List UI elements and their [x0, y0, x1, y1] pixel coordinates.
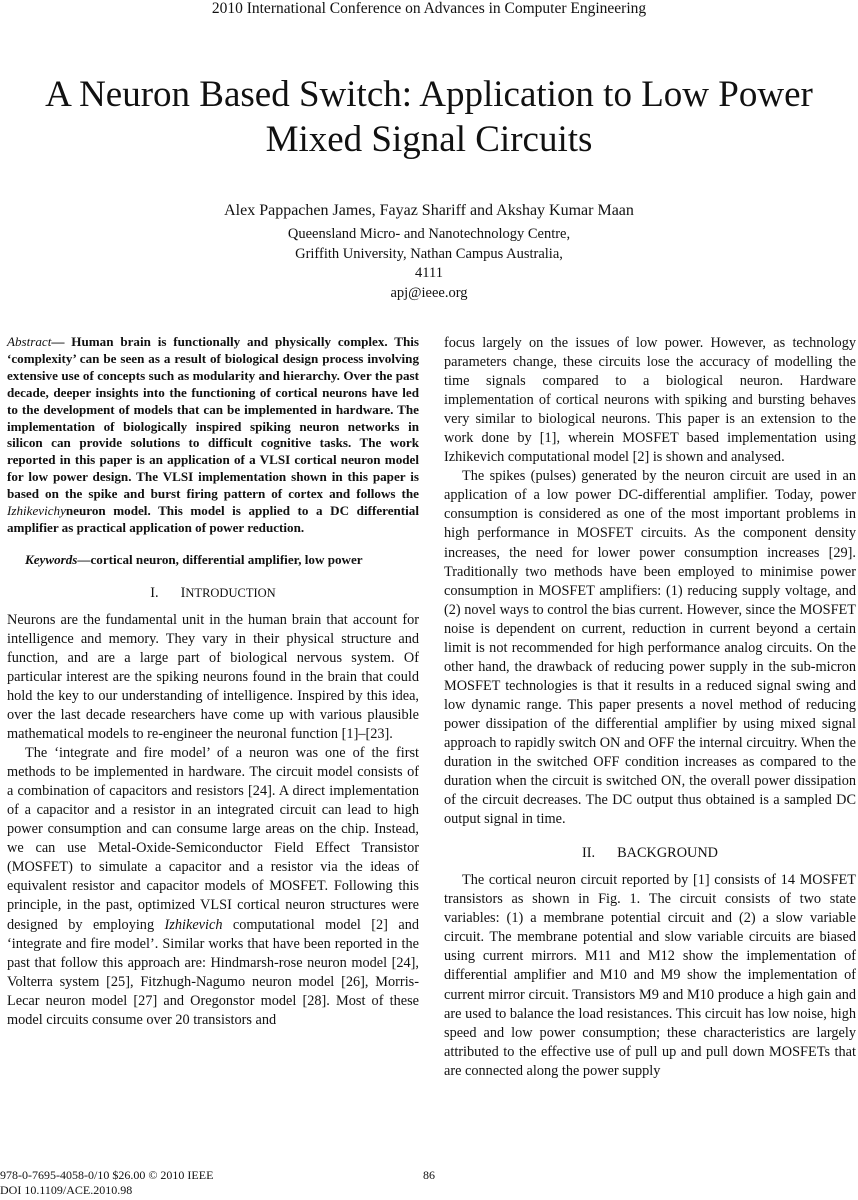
affiliation-block: [0, 225, 858, 303]
section-1-number: I.: [150, 584, 159, 601]
left-column: [7, 334, 419, 1030]
section-2-heading: [444, 844, 856, 863]
keywords: [7, 552, 419, 569]
section-1-title-first: I: [180, 584, 186, 601]
section-1-title-rest: NTRODUCTION: [185, 585, 276, 600]
affiliation-line-1: Queensland Micro- and Nanotechnology Centre,: [287, 226, 571, 242]
abstract-dash: —: [51, 334, 72, 349]
intro-paragraph-2-model-name: Izhikevich: [164, 916, 223, 933]
intro-paragraph-2-part-2: computational model [2] and ‘integrate and fire model’. Similar works that have been reported in the past that follow this approach are: Hindmarsh-rose neuron model [24], Volterra system [25], Fitzhugh-Nagumo neuron model [26], Morris- Lecar neuron model [27] and Oregonstor model [28]. Most of these model circuits consume over 20 transistors and: [7, 916, 419, 1028]
abstract-model-name: Izhikevichy: [7, 503, 66, 519]
conference-header: 2010 International Conference on Advances in Computer Engineering: [211, 0, 647, 17]
author-email: apj@ieee.org: [390, 284, 468, 301]
paper-title: [0, 72, 858, 162]
abstract-text-1: Human brain is functionally and physically complex. This ‘complexity’ can be seen as a result of biological design process involving extensive use of concepts such as modularity and hierarchy. Over the past decade, deeper insights into the functioning of cortical neurons have led to the development of models that can be implemented in hardware. The implementation of biologically inspired spiking neuron networks in silicon can provide solutions to difficult cognitive tasks. The work reported in this paper is an application of a VLSI cortical neuron model for low power design. The VLSI implementation shown in this paper is based on the spike and burst firing pattern of cortex and follows the: [7, 334, 419, 502]
intro-paragraph-1: Neurons are the fundamental unit in the human brain that account for intelligence and memory. They vary in their physical structure and function, and are a large part of biological nervous system. Of particular interest are the spiking neurons found in the brain that could hold the key to our understanding of intelligence. Inspired by this idea, over the last decade researchers have come up with various plausible mathematical models to re-engineer the neuronal function [1]–[23].: [7, 611, 419, 743]
abstract: [7, 334, 419, 537]
section-1-heading: [7, 584, 419, 603]
affiliation-line-2: Griffith University, Nathan Campus Australia,: [295, 245, 563, 262]
title-line-1: A Neuron Based Switch: Application to Low Power: [45, 74, 813, 115]
keywords-label: Keywords: [25, 551, 78, 567]
background-paragraph-1: The cortical neuron circuit reported by [1] consists of 14 MOSFET transistors as shown in Fig. 1. The circuit consists of two state variables: (1) a membrane potential circuit and (2) a slow variable circuit. The membrane potential and slow variable circuits are biased using current mirrors. M11 and M12 show the implementation of differential amplifier and M10 and M9 show the implementation of current mirror circuit. Transistors M9 and M10 produce a high gain and are used to balance the load resistances. This circuit has low noise, high speed and low power consumption; these characteristics are largely attributed to the effective use of pull up and pull down MOSFETs that are connected along the power supply: [444, 872, 856, 1079]
abstract-text-2: neuron model. This model is applied to a DC differential amplifier as practical application of power reduction.: [7, 503, 419, 535]
section-2-title: BACKGROUND: [617, 845, 718, 862]
intro-paragraph-2-part-1: The ‘integrate and fire model’ of a neuron was one of the first methods to be implemented in hardware. The circuit model consists of a combination of capacitors and resistors [24]. A direct implementation of a capacitor and a resistor in an integrated circuit can lead to high power consumption and can consume large areas on the chip. Instead, we can use Metal-Oxide-Semiconductor Field Effect Transistor (MOSFET) to simulate a capacitor and a resistor via the ideas of equivalent resistor and capacitor models of MOSFET. Following this principle, in the past, optimized VLSI cortical neuron structures were designed by employing: [7, 745, 419, 933]
intro-paragraph-2: [7, 744, 419, 1030]
affiliation-postcode: 4111: [415, 265, 443, 281]
footer-isbn: 978-0-7695-4058-0/10 $26.00 © 2010 IEEE: [0, 1168, 214, 1182]
intro-paragraph-3: focus largely on the issues of low power. However, as technology parameters change, these circuits lose the accuracy of modelling the time signals compared to a biological neuron. Hardware implementation of cortical neurons with spiking and bursting behaves very similar to biological neurons. This paper is an extension to the work done by [1], wherein MOSFET based implementation using Izhikevich computational model [2] is shown and analysed.: [444, 335, 856, 466]
abstract-label: Abstract: [7, 334, 52, 349]
title-line-2: Mixed Signal Circuits: [265, 119, 593, 160]
page-number: 86: [423, 1168, 435, 1182]
section-2-number: II.: [582, 845, 596, 862]
keywords-text: —cortical neuron, differential amplifier, low power: [77, 551, 363, 567]
author-list: Alex Pappachen James, Fayaz Shariff and Akshay Kumar Maan: [224, 202, 634, 219]
right-column: [444, 334, 856, 1081]
footer-doi: DOI 10.1109/ACE.2010.98: [0, 1183, 133, 1197]
intro-paragraph-4: The spikes (pulses) generated by the neuron circuit are used in an application of a low power DC-differential amplifier. Today, power consumption is considered as one of the most important problems in high performance in MOSFET circuits. As the component density increases, the need for lower power consumption increases [29]. Traditionally two methods have been employed to minimise power consumption in MOSFET amplifiers: (1) reducing supply voltage, and (2) novel ways to control the bias current. However, since the MOSFET noise is dependent on current, reduction in current beyond a certain limit is not recommended for high performance analog circuits. On the other hand, the drawback of reducing power supply in the sub-micron MOSFET technologies is that it results in a reduced signal swing and low dynamic range. This paper presents a novel method of reducing power dissipation of the differential amplifier by using mixed signal approach to rapidly switch ON and OFF the internal circuitry. When the duration in the switched OFF condition increases as compared to the duration when the circuit is switched ON, the overall power dissipation of the circuit decreases. The DC output thus obtained is a sampled DC output signal in time.: [444, 468, 856, 828]
